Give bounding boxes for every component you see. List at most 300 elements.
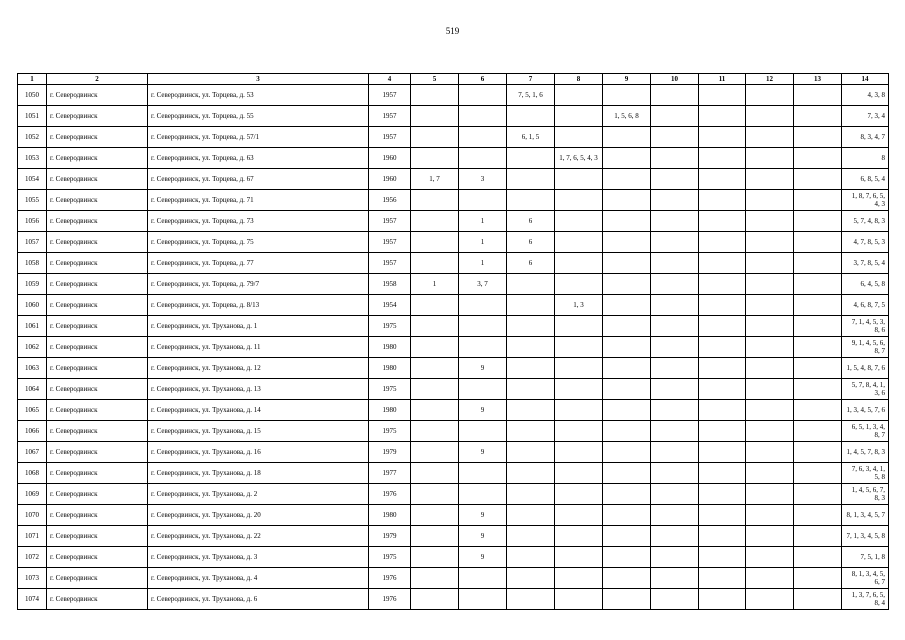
col-6-cell bbox=[459, 484, 507, 505]
year-built-cell: 1958 bbox=[369, 274, 411, 295]
col-8-cell bbox=[555, 106, 603, 127]
table-row bbox=[18, 337, 889, 358]
col-13-cell bbox=[794, 274, 842, 295]
address-cell: г. Северодвинск, ул. Труханова, д. 4 bbox=[148, 568, 369, 589]
row-number-cell: 1066 bbox=[18, 421, 47, 442]
col-11-cell bbox=[699, 106, 746, 127]
settlement-cell: г. Северодвинск bbox=[47, 337, 148, 358]
col-7-cell: 6, 1, 5 bbox=[507, 127, 555, 148]
col-5-cell bbox=[411, 568, 459, 589]
col-8-cell bbox=[555, 127, 603, 148]
col-9-cell: 1, 5, 6, 8 bbox=[603, 106, 651, 127]
col-11-cell bbox=[699, 484, 746, 505]
col-7-cell bbox=[507, 106, 555, 127]
col-12-cell bbox=[746, 295, 794, 316]
col-11-cell bbox=[699, 463, 746, 484]
table-row bbox=[18, 274, 889, 295]
col-9-cell bbox=[603, 484, 651, 505]
col-9-cell bbox=[603, 463, 651, 484]
col-8-cell bbox=[555, 211, 603, 232]
year-built-cell: 1956 bbox=[369, 190, 411, 211]
col-12-cell bbox=[746, 85, 794, 106]
col-5-cell bbox=[411, 526, 459, 547]
address-cell: г. Северодвинск, ул. Труханова, д. 18 bbox=[148, 463, 369, 484]
address-cell: г. Северодвинск, ул. Труханова, д. 20 bbox=[148, 505, 369, 526]
col-13-cell bbox=[794, 295, 842, 316]
row-number-cell: 1050 bbox=[18, 85, 47, 106]
col-9-cell bbox=[603, 253, 651, 274]
table-row bbox=[18, 232, 889, 253]
header-row bbox=[18, 74, 889, 85]
col-10-cell bbox=[651, 211, 699, 232]
col-5-cell bbox=[411, 358, 459, 379]
col-5-cell bbox=[411, 253, 459, 274]
address-cell: г. Северодвинск, ул. Труханова, д. 1 bbox=[148, 316, 369, 337]
row-number-cell: 1068 bbox=[18, 463, 47, 484]
settlement-cell: г. Северодвинск bbox=[47, 400, 148, 421]
col-11-cell bbox=[699, 274, 746, 295]
col-12-cell bbox=[746, 547, 794, 568]
address-cell: г. Северодвинск, ул. Торцева, д. 77 bbox=[148, 253, 369, 274]
col-11-cell bbox=[699, 85, 746, 106]
column-header-10: 10 bbox=[651, 74, 699, 85]
table-row bbox=[18, 400, 889, 421]
col-5-cell bbox=[411, 85, 459, 106]
col-9-cell bbox=[603, 400, 651, 421]
column-header-7: 7 bbox=[507, 74, 555, 85]
col-8-cell bbox=[555, 253, 603, 274]
col-11-cell bbox=[699, 316, 746, 337]
table-row bbox=[18, 190, 889, 211]
col-7-cell bbox=[507, 463, 555, 484]
col-7-cell bbox=[507, 400, 555, 421]
col-13-cell bbox=[794, 379, 842, 400]
col-8-cell bbox=[555, 505, 603, 526]
settlement-cell: г. Северодвинск bbox=[47, 526, 148, 547]
col-9-cell bbox=[603, 295, 651, 316]
col-5-cell bbox=[411, 127, 459, 148]
column-header-5: 5 bbox=[411, 74, 459, 85]
col-12-cell bbox=[746, 169, 794, 190]
settlement-cell: г. Северодвинск bbox=[47, 463, 148, 484]
settlement-cell: г. Северодвинск bbox=[47, 568, 148, 589]
col-6-cell bbox=[459, 589, 507, 610]
col-11-cell bbox=[699, 253, 746, 274]
table-row bbox=[18, 547, 889, 568]
column-header-2: 2 bbox=[47, 74, 148, 85]
col-11-cell bbox=[699, 127, 746, 148]
col-5-cell bbox=[411, 442, 459, 463]
col-7-cell: 6 bbox=[507, 211, 555, 232]
col-12-cell bbox=[746, 337, 794, 358]
col-5-cell bbox=[411, 190, 459, 211]
address-cell: г. Северодвинск, ул. Труханова, д. 11 bbox=[148, 337, 369, 358]
table-row bbox=[18, 505, 889, 526]
table-row bbox=[18, 316, 889, 337]
col-7-cell bbox=[507, 148, 555, 169]
year-built-cell: 1975 bbox=[369, 379, 411, 400]
col-12-cell bbox=[746, 505, 794, 526]
col-6-cell: 1 bbox=[459, 211, 507, 232]
settlement-cell: г. Северодвинск bbox=[47, 232, 148, 253]
page-number: 519 bbox=[445, 26, 460, 36]
col-6-cell: 9 bbox=[459, 400, 507, 421]
col-8-cell bbox=[555, 526, 603, 547]
col-10-cell bbox=[651, 85, 699, 106]
col-13-cell bbox=[794, 169, 842, 190]
col-13-cell bbox=[794, 442, 842, 463]
address-cell: г. Северодвинск, ул. Труханова, д. 13 bbox=[148, 379, 369, 400]
col-11-cell bbox=[699, 337, 746, 358]
col-14-cell: 9, 1, 4, 5, 6, 8, 7 bbox=[842, 337, 889, 358]
col-5-cell bbox=[411, 589, 459, 610]
col-5-cell bbox=[411, 232, 459, 253]
col-5-cell bbox=[411, 400, 459, 421]
col-10-cell bbox=[651, 337, 699, 358]
col-8-cell bbox=[555, 547, 603, 568]
year-built-cell: 1957 bbox=[369, 127, 411, 148]
table-row bbox=[18, 589, 889, 610]
settlement-cell: г. Северодвинск bbox=[47, 484, 148, 505]
col-9-cell bbox=[603, 589, 651, 610]
year-built-cell: 1976 bbox=[369, 484, 411, 505]
col-7-cell: 7, 5, 1, 6 bbox=[507, 85, 555, 106]
col-7-cell bbox=[507, 505, 555, 526]
col-6-cell: 1 bbox=[459, 253, 507, 274]
col-8-cell bbox=[555, 169, 603, 190]
col-5-cell bbox=[411, 337, 459, 358]
col-8-cell bbox=[555, 316, 603, 337]
row-number-cell: 1054 bbox=[18, 169, 47, 190]
col-11-cell bbox=[699, 442, 746, 463]
year-built-cell: 1957 bbox=[369, 232, 411, 253]
col-9-cell bbox=[603, 148, 651, 169]
table-row bbox=[18, 148, 889, 169]
col-10-cell bbox=[651, 295, 699, 316]
column-header-8: 8 bbox=[555, 74, 603, 85]
year-built-cell: 1957 bbox=[369, 253, 411, 274]
column-header-3: 3 bbox=[148, 74, 369, 85]
col-12-cell bbox=[746, 526, 794, 547]
col-14-cell: 4, 7, 8, 5, 3 bbox=[842, 232, 889, 253]
col-6-cell bbox=[459, 295, 507, 316]
row-number-cell: 1073 bbox=[18, 568, 47, 589]
col-6-cell bbox=[459, 127, 507, 148]
col-10-cell bbox=[651, 442, 699, 463]
col-14-cell: 8, 3, 4, 7 bbox=[842, 127, 889, 148]
col-14-cell: 5, 7, 8, 4, 1, 3, 6 bbox=[842, 379, 889, 400]
col-13-cell bbox=[794, 232, 842, 253]
col-9-cell bbox=[603, 169, 651, 190]
col-13-cell bbox=[794, 337, 842, 358]
settlement-cell: г. Северодвинск bbox=[47, 253, 148, 274]
col-10-cell bbox=[651, 148, 699, 169]
col-10-cell bbox=[651, 526, 699, 547]
col-10-cell bbox=[651, 127, 699, 148]
settlement-cell: г. Северодвинск bbox=[47, 211, 148, 232]
col-5-cell bbox=[411, 379, 459, 400]
col-7-cell bbox=[507, 547, 555, 568]
col-8-cell bbox=[555, 337, 603, 358]
col-11-cell bbox=[699, 379, 746, 400]
year-built-cell: 1976 bbox=[369, 589, 411, 610]
col-14-cell: 5, 7, 4, 8, 3 bbox=[842, 211, 889, 232]
col-13-cell bbox=[794, 484, 842, 505]
col-11-cell bbox=[699, 568, 746, 589]
col-8-cell bbox=[555, 484, 603, 505]
col-10-cell bbox=[651, 484, 699, 505]
col-8-cell bbox=[555, 358, 603, 379]
table-row bbox=[18, 106, 889, 127]
settlement-cell: г. Северодвинск bbox=[47, 442, 148, 463]
col-7-cell bbox=[507, 568, 555, 589]
col-5-cell bbox=[411, 316, 459, 337]
row-number-cell: 1062 bbox=[18, 337, 47, 358]
column-header-4: 4 bbox=[369, 74, 411, 85]
settlement-cell: г. Северодвинск bbox=[47, 148, 148, 169]
address-cell: г. Северодвинск, ул. Торцева, д. 8/13 bbox=[148, 295, 369, 316]
col-14-cell: 3, 7, 8, 5, 4 bbox=[842, 253, 889, 274]
address-cell: г. Северодвинск, ул. Торцева, д. 53 bbox=[148, 85, 369, 106]
col-12-cell bbox=[746, 379, 794, 400]
row-number-cell: 1064 bbox=[18, 379, 47, 400]
row-number-cell: 1056 bbox=[18, 211, 47, 232]
col-5-cell bbox=[411, 505, 459, 526]
address-cell: г. Северодвинск, ул. Труханова, д. 6 bbox=[148, 589, 369, 610]
col-8-cell bbox=[555, 400, 603, 421]
row-number-cell: 1060 bbox=[18, 295, 47, 316]
col-11-cell bbox=[699, 295, 746, 316]
col-9-cell bbox=[603, 421, 651, 442]
row-number-cell: 1058 bbox=[18, 253, 47, 274]
col-9-cell bbox=[603, 568, 651, 589]
col-10-cell bbox=[651, 589, 699, 610]
col-12-cell bbox=[746, 190, 794, 211]
row-number-cell: 1074 bbox=[18, 589, 47, 610]
col-7-cell bbox=[507, 169, 555, 190]
row-number-cell: 1072 bbox=[18, 547, 47, 568]
address-cell: г. Северодвинск, ул. Труханова, д. 3 bbox=[148, 547, 369, 568]
col-9-cell bbox=[603, 358, 651, 379]
col-11-cell bbox=[699, 526, 746, 547]
col-11-cell bbox=[699, 400, 746, 421]
col-14-cell: 1, 4, 5, 7, 8, 3 bbox=[842, 442, 889, 463]
year-built-cell: 1980 bbox=[369, 358, 411, 379]
col-9-cell bbox=[603, 232, 651, 253]
col-9-cell bbox=[603, 190, 651, 211]
col-5-cell bbox=[411, 421, 459, 442]
settlement-cell: г. Северодвинск bbox=[47, 421, 148, 442]
address-cell: г. Северодвинск, ул. Труханова, д. 16 bbox=[148, 442, 369, 463]
column-header-9: 9 bbox=[603, 74, 651, 85]
col-12-cell bbox=[746, 400, 794, 421]
col-5-cell bbox=[411, 106, 459, 127]
col-9-cell bbox=[603, 505, 651, 526]
col-14-cell: 6, 8, 5, 4 bbox=[842, 169, 889, 190]
year-built-cell: 1975 bbox=[369, 421, 411, 442]
col-6-cell bbox=[459, 316, 507, 337]
col-10-cell bbox=[651, 232, 699, 253]
table-row bbox=[18, 568, 889, 589]
col-14-cell: 7, 6, 3, 4, 1, 5, 8 bbox=[842, 463, 889, 484]
col-13-cell bbox=[794, 589, 842, 610]
col-8-cell bbox=[555, 421, 603, 442]
settlement-cell: г. Северодвинск bbox=[47, 169, 148, 190]
address-cell: г. Северодвинск, ул. Торцева, д. 55 bbox=[148, 106, 369, 127]
col-13-cell bbox=[794, 253, 842, 274]
col-8-cell bbox=[555, 85, 603, 106]
row-number-cell: 1052 bbox=[18, 127, 47, 148]
table-row bbox=[18, 211, 889, 232]
col-6-cell bbox=[459, 85, 507, 106]
row-number-cell: 1069 bbox=[18, 484, 47, 505]
col-7-cell bbox=[507, 316, 555, 337]
col-11-cell bbox=[699, 547, 746, 568]
col-7-cell bbox=[507, 526, 555, 547]
col-10-cell bbox=[651, 400, 699, 421]
col-14-cell: 7, 1, 4, 5, 3, 8, 6 bbox=[842, 316, 889, 337]
col-13-cell bbox=[794, 316, 842, 337]
col-13-cell bbox=[794, 526, 842, 547]
row-number-cell: 1051 bbox=[18, 106, 47, 127]
col-14-cell: 1, 4, 5, 6, 7, 8, 3 bbox=[842, 484, 889, 505]
year-built-cell: 1957 bbox=[369, 211, 411, 232]
col-7-cell: 6 bbox=[507, 253, 555, 274]
col-5-cell bbox=[411, 484, 459, 505]
address-cell: г. Северодвинск, ул. Труханова, д. 2 bbox=[148, 484, 369, 505]
col-6-cell bbox=[459, 568, 507, 589]
col-7-cell: 6 bbox=[507, 232, 555, 253]
col-6-cell: 9 bbox=[459, 547, 507, 568]
col-12-cell bbox=[746, 442, 794, 463]
settlement-cell: г. Северодвинск bbox=[47, 127, 148, 148]
col-14-cell: 1, 3, 4, 5, 7, 6 bbox=[842, 400, 889, 421]
settlement-cell: г. Северодвинск bbox=[47, 190, 148, 211]
col-14-cell: 7, 1, 3, 4, 5, 8 bbox=[842, 526, 889, 547]
col-9-cell bbox=[603, 337, 651, 358]
col-10-cell bbox=[651, 253, 699, 274]
col-14-cell: 8, 1, 3, 4, 5, 7 bbox=[842, 505, 889, 526]
col-7-cell bbox=[507, 190, 555, 211]
settlement-cell: г. Северодвинск bbox=[47, 547, 148, 568]
col-5-cell bbox=[411, 211, 459, 232]
col-10-cell bbox=[651, 463, 699, 484]
row-number-cell: 1071 bbox=[18, 526, 47, 547]
col-8-cell: 1, 7, 6, 5, 4, 3 bbox=[555, 148, 603, 169]
col-7-cell bbox=[507, 421, 555, 442]
col-10-cell bbox=[651, 421, 699, 442]
col-11-cell bbox=[699, 148, 746, 169]
address-cell: г. Северодвинск, ул. Торцева, д. 75 bbox=[148, 232, 369, 253]
address-cell: г. Северодвинск, ул. Торцева, д. 71 bbox=[148, 190, 369, 211]
col-10-cell bbox=[651, 379, 699, 400]
year-built-cell: 1960 bbox=[369, 169, 411, 190]
col-13-cell bbox=[794, 421, 842, 442]
column-header-1: 1 bbox=[18, 74, 47, 85]
row-number-cell: 1055 bbox=[18, 190, 47, 211]
col-11-cell bbox=[699, 211, 746, 232]
table-row bbox=[18, 463, 889, 484]
col-7-cell bbox=[507, 358, 555, 379]
address-cell: г. Северодвинск, ул. Торцева, д. 73 bbox=[148, 211, 369, 232]
col-12-cell bbox=[746, 421, 794, 442]
col-14-cell: 6, 4, 5, 8 bbox=[842, 274, 889, 295]
col-5-cell bbox=[411, 547, 459, 568]
year-built-cell: 1975 bbox=[369, 547, 411, 568]
col-11-cell bbox=[699, 190, 746, 211]
col-12-cell bbox=[746, 106, 794, 127]
year-built-cell: 1979 bbox=[369, 526, 411, 547]
col-6-cell bbox=[459, 463, 507, 484]
table-row bbox=[18, 379, 889, 400]
row-number-cell: 1063 bbox=[18, 358, 47, 379]
table-row bbox=[18, 526, 889, 547]
col-11-cell bbox=[699, 169, 746, 190]
col-12-cell bbox=[746, 274, 794, 295]
year-built-cell: 1980 bbox=[369, 400, 411, 421]
year-built-cell: 1979 bbox=[369, 442, 411, 463]
col-14-cell: 8 bbox=[842, 148, 889, 169]
col-9-cell bbox=[603, 442, 651, 463]
column-header-11: 11 bbox=[699, 74, 746, 85]
address-cell: г. Северодвинск, ул. Торцева, д. 57/1 bbox=[148, 127, 369, 148]
col-10-cell bbox=[651, 568, 699, 589]
settlement-cell: г. Северодвинск bbox=[47, 274, 148, 295]
col-10-cell bbox=[651, 106, 699, 127]
col-13-cell bbox=[794, 400, 842, 421]
col-10-cell bbox=[651, 505, 699, 526]
year-built-cell: 1960 bbox=[369, 148, 411, 169]
col-12-cell bbox=[746, 463, 794, 484]
table-row bbox=[18, 169, 889, 190]
col-14-cell: 1, 5, 4, 8, 7, 6 bbox=[842, 358, 889, 379]
col-6-cell bbox=[459, 421, 507, 442]
col-5-cell bbox=[411, 148, 459, 169]
col-9-cell bbox=[603, 547, 651, 568]
table-row bbox=[18, 484, 889, 505]
col-6-cell bbox=[459, 190, 507, 211]
col-12-cell bbox=[746, 568, 794, 589]
col-10-cell bbox=[651, 547, 699, 568]
col-14-cell: 1, 3, 7, 6, 5, 8, 4 bbox=[842, 589, 889, 610]
table-row bbox=[18, 85, 889, 106]
col-13-cell bbox=[794, 148, 842, 169]
col-7-cell bbox=[507, 484, 555, 505]
table-body bbox=[18, 85, 889, 610]
settlement-cell: г. Северодвинск bbox=[47, 589, 148, 610]
col-6-cell: 9 bbox=[459, 442, 507, 463]
col-13-cell bbox=[794, 211, 842, 232]
col-5-cell bbox=[411, 295, 459, 316]
col-12-cell bbox=[746, 316, 794, 337]
col-6-cell: 9 bbox=[459, 526, 507, 547]
col-8-cell bbox=[555, 190, 603, 211]
settlement-cell: г. Северодвинск bbox=[47, 505, 148, 526]
col-9-cell bbox=[603, 85, 651, 106]
col-6-cell bbox=[459, 106, 507, 127]
year-built-cell: 1980 bbox=[369, 505, 411, 526]
col-9-cell bbox=[603, 526, 651, 547]
col-9-cell bbox=[603, 211, 651, 232]
col-7-cell bbox=[507, 295, 555, 316]
col-14-cell: 4, 6, 8, 7, 5 bbox=[842, 295, 889, 316]
settlement-cell: г. Северодвинск bbox=[47, 85, 148, 106]
col-10-cell bbox=[651, 316, 699, 337]
col-12-cell bbox=[746, 232, 794, 253]
col-10-cell bbox=[651, 358, 699, 379]
col-11-cell bbox=[699, 421, 746, 442]
col-13-cell bbox=[794, 505, 842, 526]
